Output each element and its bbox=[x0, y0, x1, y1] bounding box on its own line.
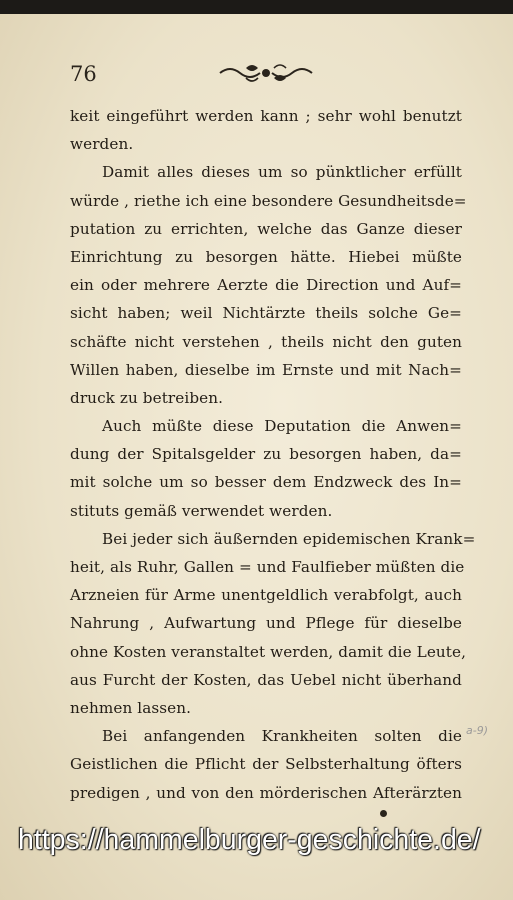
text-line: ein oder mehrere Aerzte die Direction und Auf= bbox=[70, 276, 462, 295]
text-line: Arzneien für Arme unentgeldlich verabfolgt, auch bbox=[70, 586, 462, 605]
text-line: Bei jeder sich äußernden epidemischen Krank= bbox=[102, 529, 476, 548]
website-watermark: https://hammelburger-geschichte.de/ bbox=[18, 824, 481, 856]
text-line: Damit alles dieses um so pünktlicher erfüllt bbox=[102, 163, 462, 182]
text-line: ohne Kosten veranstaltet werden, damit die Leute, bbox=[70, 642, 467, 661]
text-line: dung der Spitalsgelder zu besorgen haben, da= bbox=[70, 445, 462, 464]
body-text bbox=[70, 102, 476, 807]
text-line: druck zu betreiben. bbox=[70, 388, 224, 407]
text-line: aus Furcht der Kosten, das Uebel nicht überhand bbox=[70, 670, 462, 689]
text-line: Nahrung , Aufwartung und Pflege für dieselbe bbox=[70, 614, 462, 633]
text-line: keit eingeführt werden kann ; sehr wohl benutzt bbox=[70, 107, 462, 125]
page-number: 76 bbox=[70, 62, 97, 86]
text-line: nehmen lassen. bbox=[70, 698, 192, 717]
text-line: Bei anfangenden Krankheiten solten die bbox=[102, 727, 462, 746]
text-line: stituts gemäß verwendet werden. bbox=[70, 501, 333, 520]
text-line: schäfte nicht verstehen , theils nicht den guten bbox=[70, 332, 462, 351]
text-line: predigen , und von den mörderischen Afterärzten bbox=[70, 783, 462, 802]
text-line: würde , riethe ich eine besondere Gesundheitsde= bbox=[70, 191, 467, 210]
text-line: werden. bbox=[70, 135, 134, 154]
text-line: Einrichtung zu besorgen hätte. Hiebei müßte bbox=[70, 247, 462, 266]
text-line: sicht haben; weil Nichtärzte theils solche Ge= bbox=[70, 304, 462, 323]
ink-dot bbox=[380, 810, 387, 817]
text-line: Auch müßte diese Deputation die Anwen= bbox=[102, 417, 462, 436]
header-ornament bbox=[216, 60, 316, 86]
text-line: Geistlichen die Pflicht der Selbsterhaltung öfters bbox=[70, 755, 462, 774]
pencil-annotation: a-9) bbox=[466, 724, 488, 737]
text-line: mit solche um so besser dem Endzweck des In= bbox=[70, 473, 462, 492]
scan-top-edge bbox=[0, 0, 513, 14]
text-line: putation zu errichten, welche das Ganze dieser bbox=[70, 219, 462, 238]
text-line: Willen haben, dieselbe im Ernste und mit Nach= bbox=[70, 360, 462, 379]
text-line: heit, als Ruhr, Gallen = und Faulfieber müßten die bbox=[70, 558, 465, 576]
